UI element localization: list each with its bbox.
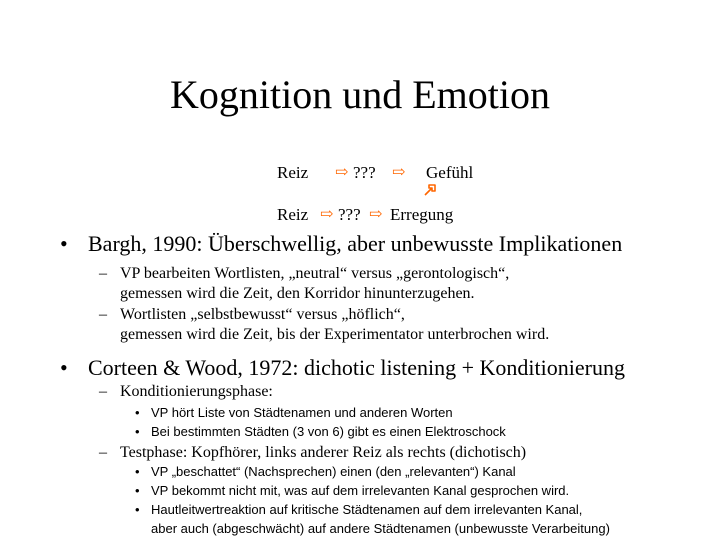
sub-sub-bullet-line: VP bekommt nicht mit, was auf dem irrelevanten Kanal gesprochen wird. (151, 483, 570, 498)
diagram-row1-left: Reiz (277, 163, 309, 182)
sub-sub-bullet-marker: • (135, 424, 140, 439)
diagram-row1-middle: ??? (353, 163, 376, 182)
sub-bullet-line: gemessen wird die Zeit, den Korridor hinunterzugehen. (120, 285, 475, 302)
sub-sub-bullet-marker: • (135, 502, 140, 517)
diagonal-arrow-icon (422, 182, 438, 198)
sub-sub-bullet-line: Bei bestimmten Städten (3 von 6) gibt es einen Elektroschock (151, 424, 506, 439)
sub-sub-bullet-line: aber auch (abgeschwächt) auf andere Städtenamen (unbewusste Verarbeitung) (151, 521, 610, 536)
sub-sub-bullet-line: Hautleitwertreaktion auf kritische Städtenamen auf dem irrelevanten Kanal, (151, 502, 583, 517)
right-arrow-icon: ⇨ (392, 164, 406, 181)
sub-sub-bullet-marker: • (135, 464, 140, 479)
slide-title: Kognition und Emotion (170, 72, 550, 117)
sub-bullet-line: VP bearbeiten Wortlisten, „neutral“ versus „gerontologisch“, (120, 265, 510, 282)
sub-bullet-marker: – (99, 265, 107, 282)
bullet-corteen-wood: Corteen & Wood, 1972: dichotic listening + Konditionierung (88, 355, 625, 380)
sub-bullet-line: Testphase: Kopfhörer, links anderer Reiz als rechts (dichotisch) (120, 444, 527, 461)
sub-sub-bullet-marker: • (135, 483, 140, 498)
diagram-row1-right: Gefühl (426, 163, 474, 182)
right-arrow-icon: ⇨ (320, 206, 334, 223)
sub-bullet-line: Konditionierungsphase: (120, 383, 273, 400)
diagram-row2-right: Erregung (390, 205, 454, 224)
sub-bullet-marker: – (99, 383, 107, 400)
sub-sub-bullet-marker: • (135, 405, 140, 420)
sub-sub-bullet-line: VP hört Liste von Städtenamen und anderen Worten (151, 405, 453, 420)
diagram-row2-middle: ??? (338, 205, 361, 224)
right-arrow-icon: ⇨ (335, 164, 349, 181)
diagram-row2-left: Reiz (277, 205, 309, 224)
sub-bullet-marker: – (99, 306, 107, 323)
bullet-marker: • (60, 231, 68, 256)
bullet-marker: • (60, 355, 68, 380)
sub-bullet-line: Wortlisten „selbstbewusst“ versus „höflich“, (120, 306, 405, 323)
sub-sub-bullet-line: VP „beschattet“ (Nachsprechen) einen (den „relevanten“) Kanal (151, 464, 516, 479)
bullet-bargh: Bargh, 1990: Überschwellig, aber unbewusste Implikationen (88, 231, 623, 256)
sub-bullet-marker: – (99, 444, 107, 461)
sub-bullet-line: gemessen wird die Zeit, bis der Experimentator unterbrochen wird. (120, 326, 550, 343)
right-arrow-icon: ⇨ (369, 206, 383, 223)
